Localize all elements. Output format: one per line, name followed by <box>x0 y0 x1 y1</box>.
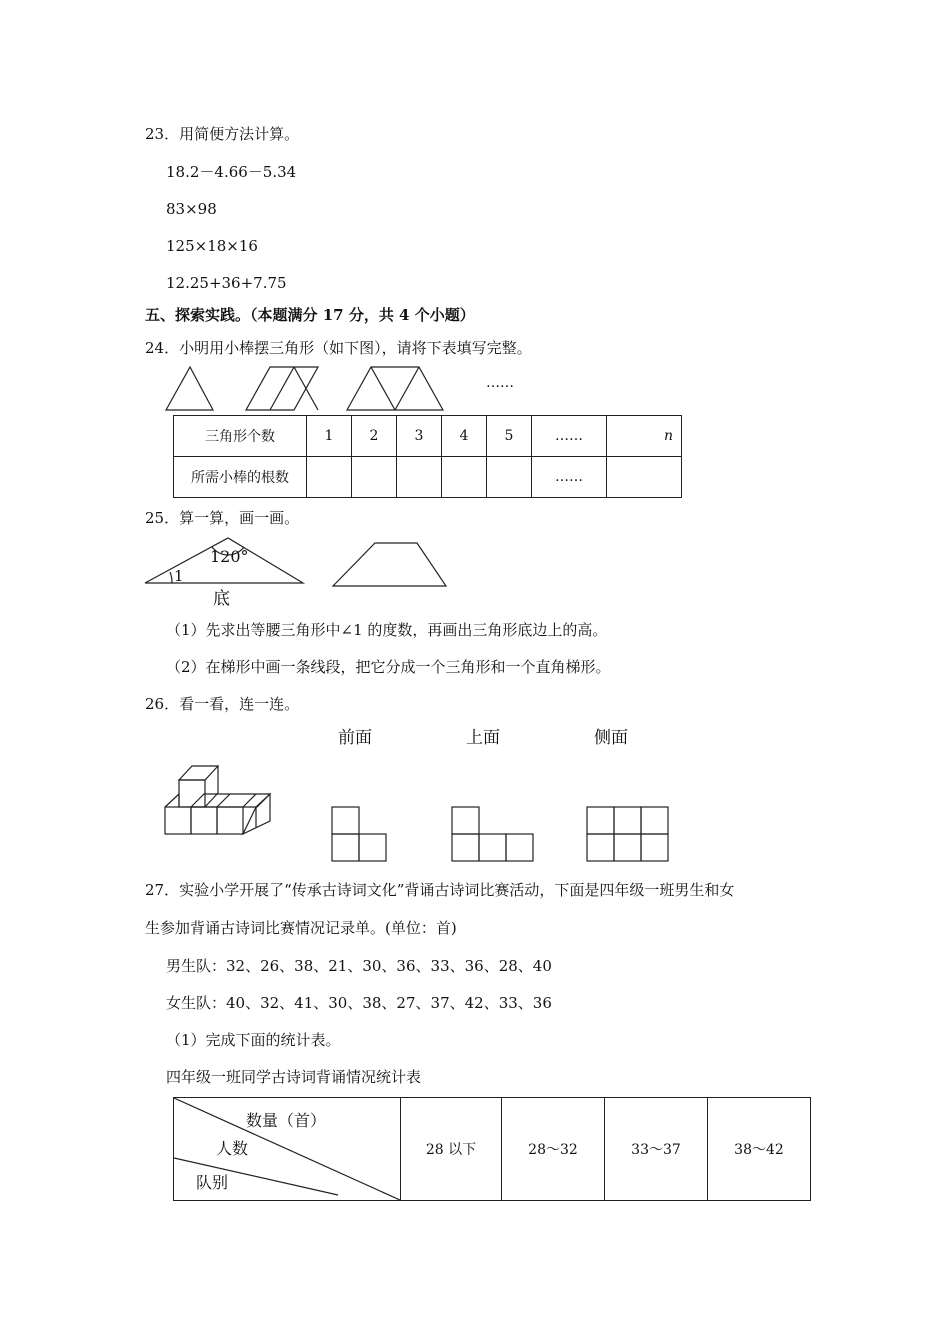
column-header: 38～42 <box>708 1098 811 1201</box>
q25-sub-2: （2）在梯形中画一条线段，把它分成一个三角形和一个直角梯形。 <box>166 658 611 676</box>
q23-title: 23．用简便方法计算。 <box>145 125 300 143</box>
column-header: 28 以下 <box>401 1098 502 1201</box>
table-row <box>174 457 682 498</box>
cube-solid <box>165 766 270 834</box>
q27-title-line-2: 生参加背诵古诗词比赛情况记录单。(单位：首) <box>145 919 457 937</box>
table-cell <box>307 457 352 498</box>
girls-record: 女生队：40、32、41、30、38、27、37、42、33、36 <box>166 994 552 1012</box>
q23-item-2: 83×98 <box>166 200 217 218</box>
boys-record: 男生队：32、26、38、21、30、36、33、36、28、40 <box>166 957 552 975</box>
table-cell: …… <box>532 457 607 498</box>
angle-label: 120° <box>210 547 249 566</box>
base-label: 底 <box>213 589 230 609</box>
trapezoid <box>333 543 446 586</box>
header-people: 人数 <box>216 1139 249 1158</box>
triangle-figure-1 <box>166 367 213 410</box>
q24-table <box>173 415 682 498</box>
q24-ellipsis: …… <box>486 375 514 391</box>
row-label: 所需小棒的根数 <box>174 457 307 498</box>
view-label-side: 侧面 <box>594 728 628 748</box>
table-row <box>174 416 682 457</box>
stats-table <box>173 1097 811 1201</box>
table-cell: 2 <box>352 416 397 457</box>
q24-title: 24．小明用小棒摆三角形（如下图），请将下表填写完整。 <box>145 339 532 357</box>
q25-sub-1: （1）先求出等腰三角形中∠1 的度数，再画出三角形底边上的高。 <box>166 621 608 639</box>
q25-title: 25．算一算，画一画。 <box>145 509 300 527</box>
view-shape-3 <box>587 807 668 861</box>
column-header: 33～37 <box>605 1098 708 1201</box>
row-label: 三角形个数 <box>174 416 307 457</box>
section-heading: 五、探索实践。（本题满分 17 分，共 4 个小题） <box>145 306 475 324</box>
table-cell <box>607 457 682 498</box>
triangle-figure-3 <box>347 367 443 410</box>
q27-sub-1: （1）完成下面的统计表。 <box>166 1031 341 1049</box>
table-cell <box>352 457 397 498</box>
table-cell: 4 <box>442 416 487 457</box>
column-header: 28～32 <box>502 1098 605 1201</box>
table-cell: 5 <box>487 416 532 457</box>
view-shape-2 <box>452 807 533 861</box>
diagonal-header <box>174 1098 401 1201</box>
table-cell: 3 <box>397 416 442 457</box>
header-team: 队别 <box>196 1173 229 1192</box>
q26-title: 26．看一看，连一连。 <box>145 695 300 713</box>
table-cell: 1 <box>307 416 352 457</box>
q23-item-3: 125×18×16 <box>166 237 258 255</box>
stats-table-title: 四年级一班同学古诗词背诵情况统计表 <box>166 1068 422 1086</box>
table-row <box>174 1098 811 1201</box>
table-cell <box>442 457 487 498</box>
view-shape-1 <box>332 807 386 861</box>
q27-title-line-1: 27．实验小学开展了“传承古诗词文化”背诵古诗词比赛活动，下面是四年级一班男生和女 <box>145 881 735 899</box>
table-cell: …… <box>532 416 607 457</box>
view-label-front: 前面 <box>338 728 372 748</box>
header-quantity: 数量（首） <box>246 1111 327 1130</box>
triangle-figure-2 <box>246 367 318 410</box>
q23-item-1: 18.2－4.66－5.34 <box>166 163 297 181</box>
q23-item-4: 12.25+36+7.75 <box>166 274 287 292</box>
table-cell <box>397 457 442 498</box>
angle-mark: 1 <box>174 567 184 585</box>
table-cell: n <box>607 416 682 457</box>
table-cell <box>487 457 532 498</box>
view-label-top: 上面 <box>466 728 500 748</box>
